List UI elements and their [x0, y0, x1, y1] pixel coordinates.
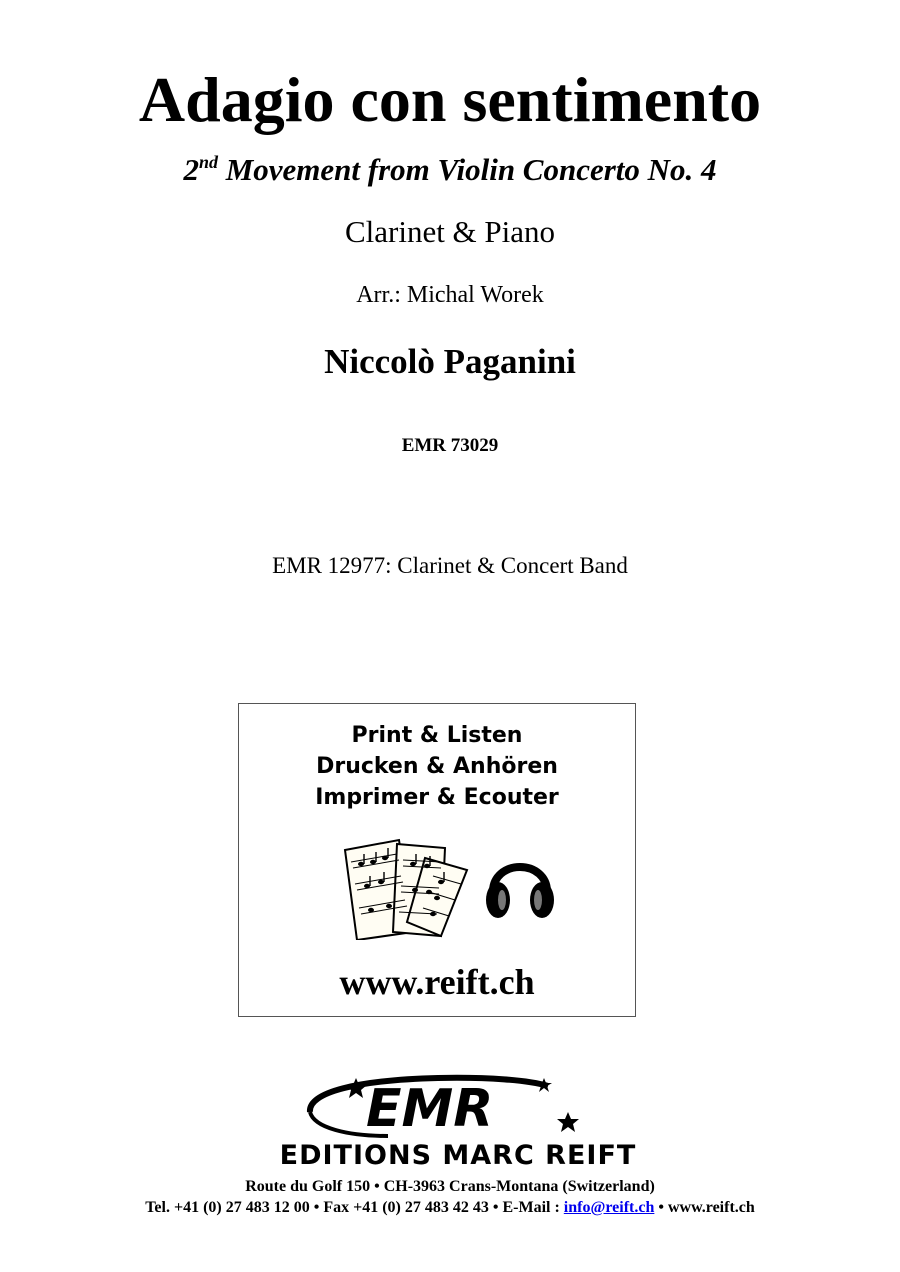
arranger: Arr.: Michal Worek	[356, 282, 544, 308]
headphones-icon	[485, 842, 555, 931]
emr-logo	[238, 1072, 678, 1149]
related-edition: EMR 12977: Clarinet & Concert Band	[272, 553, 628, 578]
instrumentation: Clarinet & Piano	[344, 214, 556, 249]
print-listen-box	[238, 703, 636, 1017]
svg-text:EMR: EMR	[366, 1079, 494, 1139]
promo-line-english: Print & Listen	[351, 723, 523, 748]
promo-line-french: Imprimer & Ecouter	[315, 785, 559, 810]
promo-website[interactable]: www.reift.ch	[339, 962, 535, 1002]
composer: Niccolò Paganini	[324, 342, 576, 381]
page-title: Adagio con sentimento	[138, 64, 762, 135]
subtitle-text: Movement from Violin Concerto No. 4	[217, 152, 717, 187]
contact-website: • www.reift.ch	[654, 1199, 755, 1216]
publisher-address: Route du Golf 150 • CH-3963 Crans-Montana (Switzerland)	[245, 1178, 655, 1195]
subtitle-superscript: nd	[198, 152, 218, 172]
publisher-name: EDITIONS MARC REIFT	[279, 1140, 637, 1171]
catalog-number: EMR 73029	[401, 435, 499, 456]
promo-line-german: Drucken & Anhören	[316, 754, 558, 779]
subtitle-number: 2	[183, 152, 199, 187]
publisher-contact	[0, 1198, 900, 1218]
email-link[interactable]: info@reift.ch	[563, 1199, 655, 1216]
contact-phone-fax: Tel. +41 (0) 27 483 12 00 • Fax +41 (0) 27 483 42 43 • E-Mail :	[145, 1199, 564, 1216]
subtitle	[0, 150, 900, 190]
